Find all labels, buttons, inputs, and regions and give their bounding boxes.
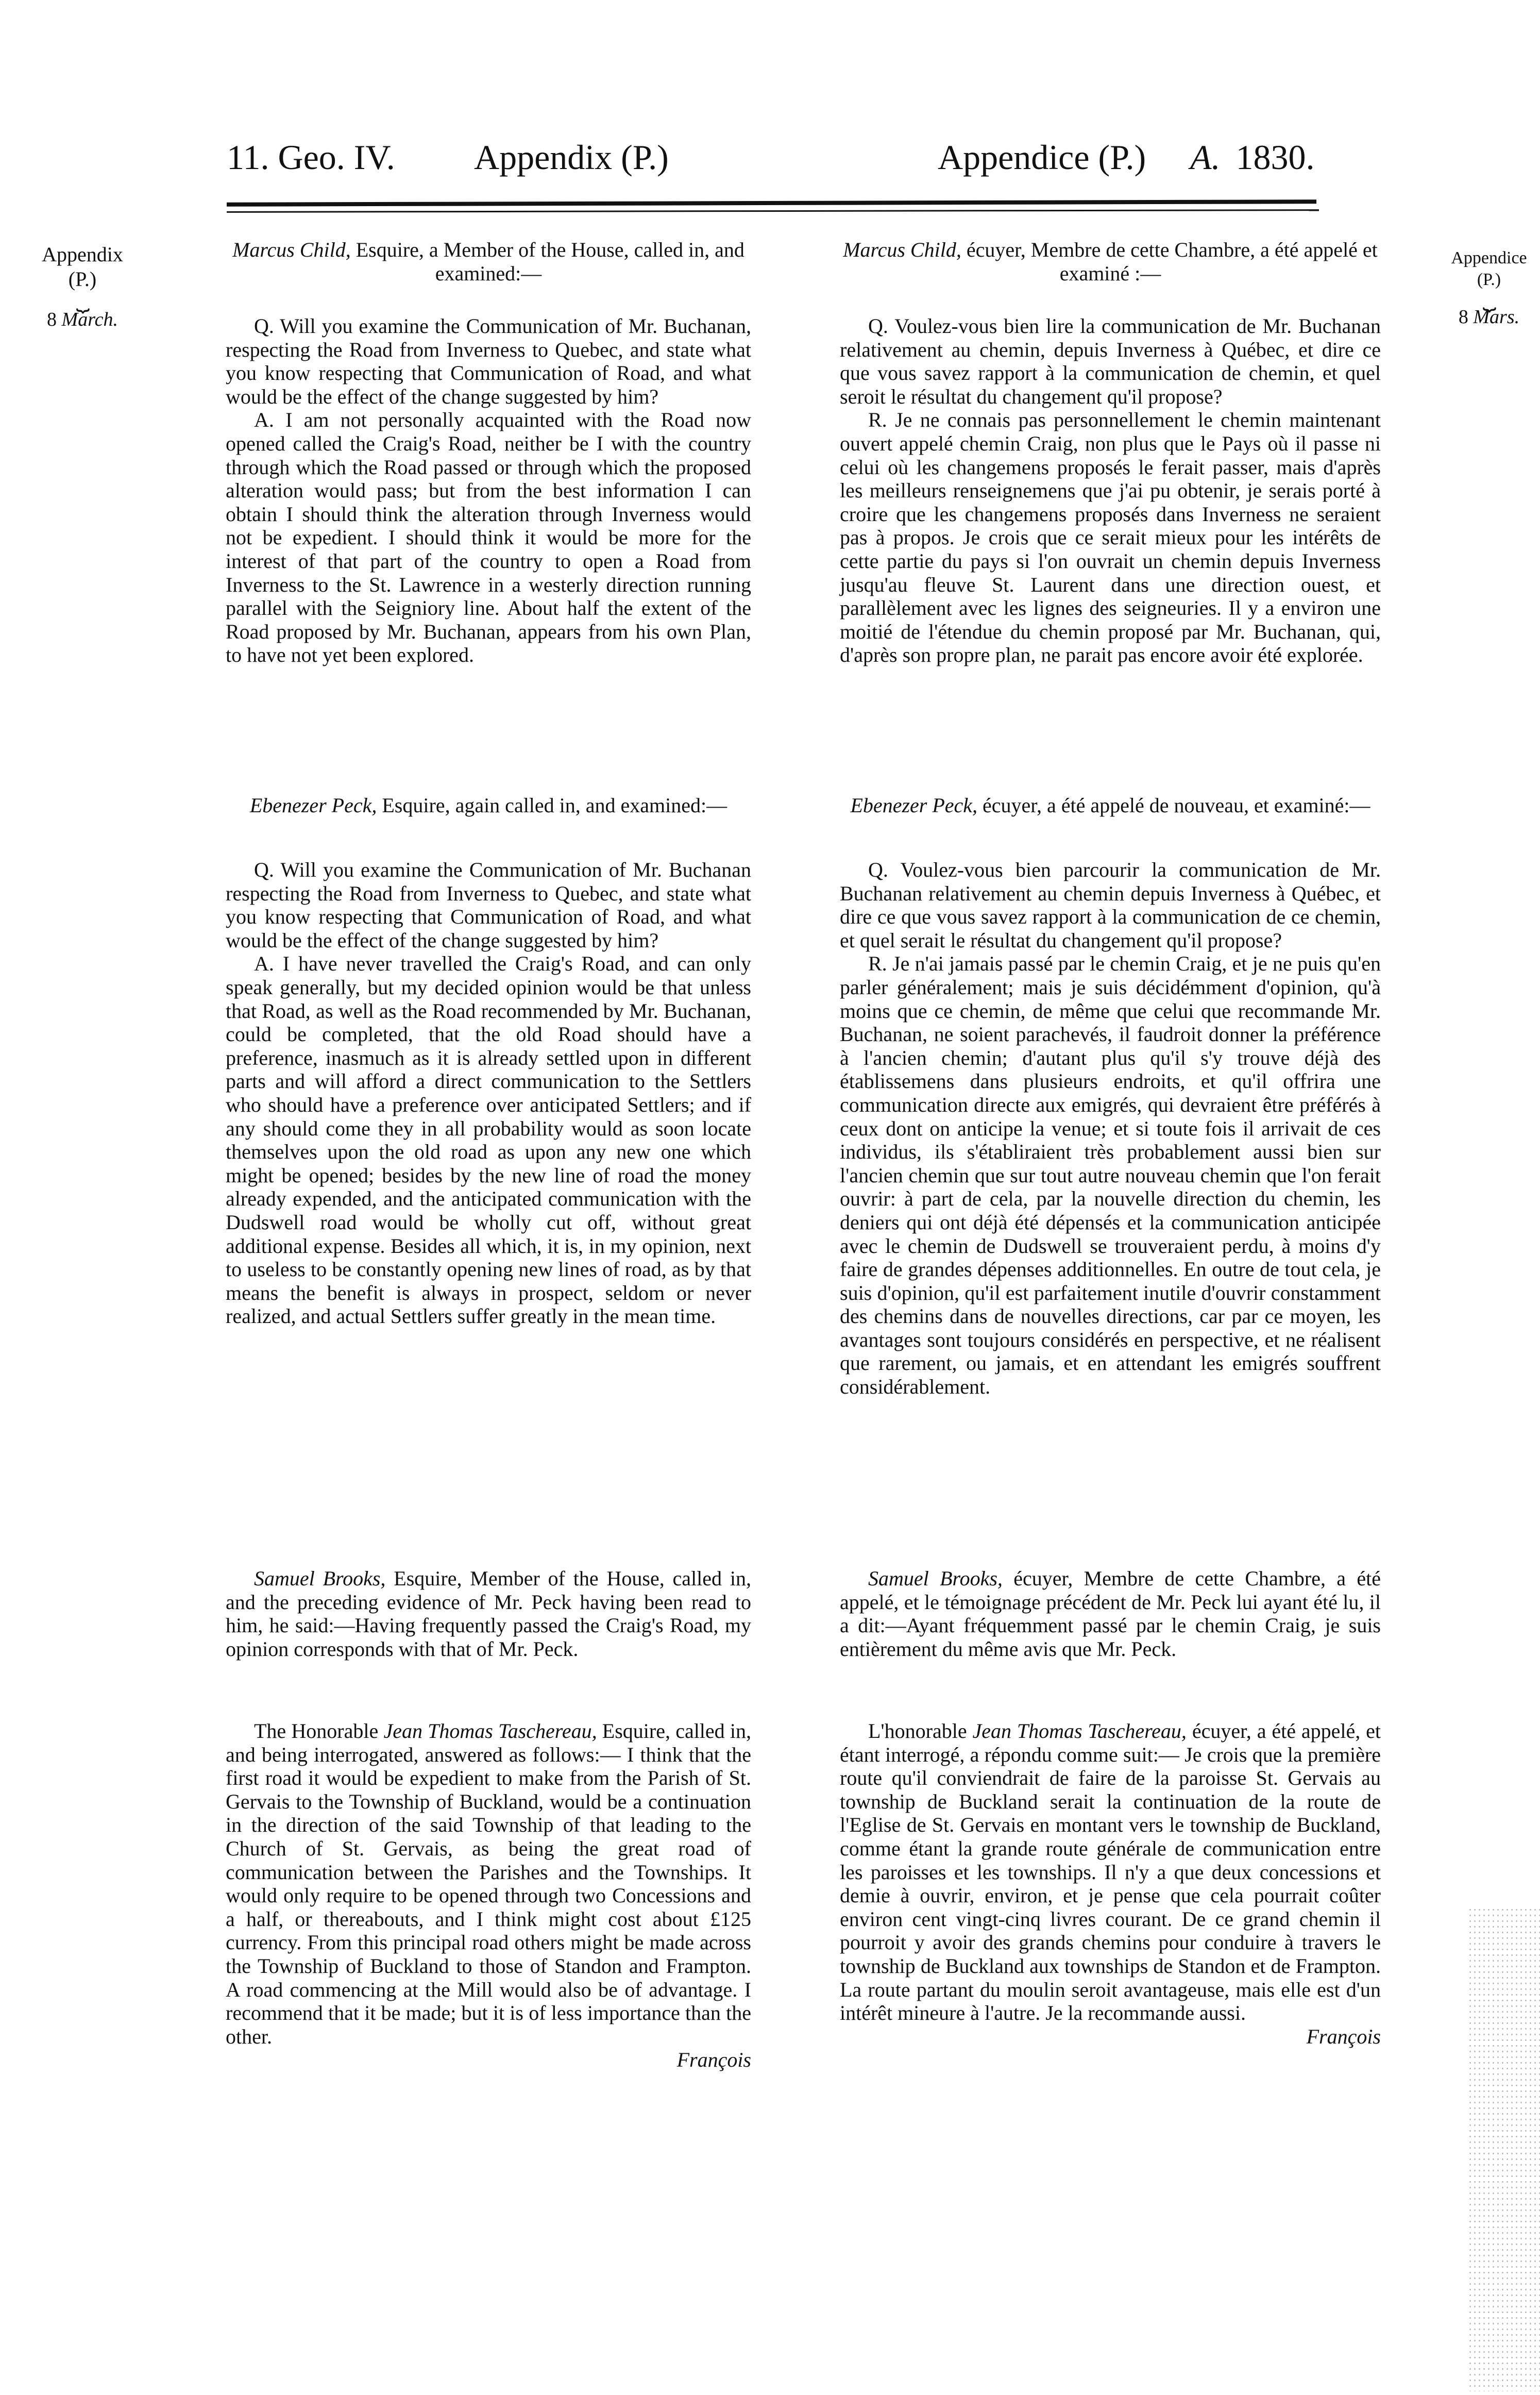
brooks-testimony-en: Samuel Brooks, Esquire, Member of the House, called in, and the preceding evidence of Mr. Peck having been read to him, he said:—Having frequently passed the Craig's Road, my opinion corresponds with that of Mr. Peck. xyxy=(226,1567,751,1661)
margin-note-left xyxy=(31,242,134,332)
margin-note-right xyxy=(1443,247,1535,328)
peck-intro-fr: Ebenezer Peck, écuyer, a été appelé de nouveau, et examiné:— xyxy=(850,794,1370,817)
witness-name: Jean Thomas Taschereau, xyxy=(972,1719,1187,1743)
peck-testimony-fr xyxy=(840,858,1381,1399)
catchword: François xyxy=(676,2048,751,2072)
margin-appendix-label: Appendice xyxy=(1451,248,1527,267)
answer: A. I have never travelled the Craig's Road, and can only speak generally, but my decided opinion would be that unless that Road, as well as the Road recommended by Mr. Buchanan, could be completed, that the old Road should have a preference, inasmuch as it is already settled upon in different parts and will afford a direct communication to the Settlers who should have a preference over anticipated Settlers; and if any should come they in all probability would as soon locate themselves upon the old road as upon any new one which might be opened; besides by the new line of road the money already expended, and the anticipated communication with the Dudswell road would be wholly cut off, without great additional expense. Besides all which, it is, in my opinion, next to useless to be constantly opening new lines of road, as by that means the benefit is always in prospect, seldom or never realized, and actual Settlers suffer greatly in the mean time. xyxy=(226,952,751,1328)
brace-icon: ⏟ xyxy=(1482,286,1496,311)
witness-name: Marcus Child, xyxy=(232,238,351,261)
margin-appendix-letter: (P.) xyxy=(68,267,97,291)
brace-icon: ⏟ xyxy=(76,287,89,312)
answer: R. Je ne connais pas personnellement le chemin maintenant ouvert appelé chemin Craig, non plus que le Pays où il passe ni celui où les changemens proposés le ferait passer, mais d'après les meilleurs renseignemens que j'ai pu obtenir, je serais porté à croire que les changemens proposés dans Inverness ne seraient pas à propos. Je crois que ce serait mieux pour les intérêts de cette partie du pays si l'on ouvrait un chemin depuis Inverness jusqu'au fleuve St. Laurent dans une direction ouest, et parallèlement avec les lignes des seigneuries. Il y a environ une moitié de l'étendue du chemin proposé par Mr. Buchanan, qui, d'après son propre plan, ne parait pas encore avoir été explorée. xyxy=(840,408,1381,667)
taschereau-testimony-fr: L'honorable Jean Thomas Taschereau, écuyer, a été appelé, et étant interrogé, a répondu comme suit:— Je crois que la première route qu'il conviendrait de faire de la paroisse St. Gervais au township de Buckland serait la continuation de la route de l'Eglise de St. Gervais en montant vers le township de Buckland, comme étant la grande route générale de communication entre les paroisses et les townships. Il n'y a que deux concessions et demie à ouvrir, environ, et je pense que cela pourrait coûter environ cent vingt-cinq livres courant. De ce grand chemin il pourroit y avoir des grands chemins pour conduire à travers le township de Buckland aux townships de Standon et de Frampton. La route partant du moulin seroit avantageuse, mais elle est d'un intérêt mineure à l'autre. Je la recommande aussi. François xyxy=(840,1719,1381,2048)
peck-testimony-en xyxy=(226,858,751,1328)
witness-name: Marcus Child, xyxy=(843,238,961,261)
brooks-testimony-fr: Samuel Brooks, écuyer, Membre de cette Chambre, a été appelé, et le témoignage précédent de Mr. Peck lui ayant été lu, il a dit:—Ayant fréquemment passé par le chemin Craig, je suis entièrement du même avis que Mr. Peck. xyxy=(840,1567,1381,1661)
witness-name: Ebenezer Peck, xyxy=(850,794,978,817)
question: Q. Voulez-vous bien lire la communication de Mr. Buchanan relativement au chemin, depuis Inverness à Québec, et dire ce que vous savez rapport à la communication de chemin, et quel seroit le résultat du changement qu'il propose? xyxy=(840,314,1381,408)
appendix-title-en: Appendix (P.) xyxy=(474,138,669,177)
year-label xyxy=(1190,131,1315,183)
appendix-title-fr: Appendice (P.) xyxy=(938,138,1146,177)
taschereau-testimony-en: The Honorable Jean Thomas Taschereau, Esquire, called in, and being interrogated, answered as follows:— I think that the first road it would be expedient to make from the Parish of St. Gervais to the Township of Buckland, would be a continuation in the direction of the said Township of that leading to the Church of St. Gervais, as being the great road of communication between the Parishes and the Townships. It would only require to be opened through two Concessions and a half, or thereabouts, and I think might cost about £125 currency. From this principal road others might be made across the Township of Buckland to those of Standon and Frampton. A road commencing at the Mill would also be of advantage. I recommend that it be made; but it is of less importance than the other. François xyxy=(226,1719,752,2072)
witness-name: Jean Thomas Taschereau, xyxy=(383,1719,597,1743)
year-value: 1830. xyxy=(1236,138,1315,177)
session-label: 11. Geo. IV. xyxy=(227,138,395,177)
child-testimony-en xyxy=(226,314,751,667)
witness-name: Ebenezer Peck, xyxy=(249,794,377,817)
header-rule-thick xyxy=(227,199,1316,207)
answer: A. I am not personally acquainted with the Road now opened called the Craig's Road, neither be I with the country through which the Road passed or through which the proposed alteration would pass; but from the best information I can obtain I should think the alteration through Inverness would not be expedient. I should think it would be more for the interest of that part of the country to open a Road from Inverness to the St. Lawrence in a westerly direction running parallel with the Seigniory line. About half the extent of the Road proposed by Mr. Buchanan, appears from his own Plan, to have not yet been explored. xyxy=(226,408,751,667)
question: Q. Will you examine the Communication of Mr. Buchanan respecting the Road from Inverness to Quebec, and state what you know respecting that Communication of Road, and what would be the effect of the change suggested by him? xyxy=(226,858,751,952)
margin-date: 8 Mars. xyxy=(1458,306,1520,328)
year-prefix: A. xyxy=(1190,138,1221,177)
witness-name: Samuel Brooks, xyxy=(254,1567,386,1590)
margin-appendix-label: Appendix xyxy=(42,243,123,266)
question: Q. Voulez-vous bien parcourir la communication de Mr. Buchanan relativement au chemin depuis Inverness à Québec, et dire ce que vous savez rapport à la communication de ce chemin, et quel serait le résultat du changement qu'il propose? xyxy=(840,858,1381,952)
scan-noise xyxy=(1468,1907,1540,2391)
margin-appendix-letter: (P.) xyxy=(1477,270,1501,289)
catchword: François xyxy=(1306,2024,1381,2048)
margin-date: 8 March. xyxy=(47,309,118,330)
peck-intro-en: Ebenezer Peck, Esquire, again called in, and examined:— xyxy=(249,794,727,817)
header-rule-thin xyxy=(227,209,1319,213)
question: Q. Will you examine the Communication of Mr. Buchanan, respecting the Road from Inverness to Quebec, and state what you know respecting that Communication of Road, and what would be the effect of the change suggested by him? xyxy=(226,314,751,408)
child-testimony-fr xyxy=(840,314,1381,667)
child-intro-fr: Marcus Child, écuyer, Membre de cette Chambre, a été appelé et examiné :— xyxy=(843,238,1378,285)
witness-name: Samuel Brooks, xyxy=(868,1567,1003,1590)
answer: R. Je n'ai jamais passé par le chemin Craig, et je ne puis qu'en parler généralement; mais je suis décidémment d'opinion, qu'à moins que ce chemin, de même que celui que recommande Mr. Buchanan, ne soient parachevés, il faudroit donner la préférence à l'ancien chemin; d'autant plus qu'il s'y trouve déjà des établissemens dans plusieurs endroits, et qu'il offrira une communication directe aux emigrés, qui devraient être préférés à ceux dont on anticipe la venue; et si toute fois il arrivait de ces individus, ils s'établiraient très probablement aussi bien sur l'ancien chemin que sur tout autre nouveau chemin que l'on ferait ouvrir: à part de cela, par la nouvelle direction du chemin, les deniers qui ont déjà été dépensés et la communication anticipée avec le chemin de Dudswell se trouveraient perdu, à moins d'y faire de grandes dépenses additionnelles. En outre de tout cela, je suis d'opinion, qu'il est parfaitement inutile d'ouvrir constamment des chemins dans de nouvelles directions, car par ce moyen, les avantages sont toujours considérés en perspective, et ne réalisent que rarement, ou jamais, et en attendant les emigrés souffrent considérablement. xyxy=(840,952,1381,1399)
child-intro-en: Marcus Child, Esquire, a Member of the House, called in, and examined:— xyxy=(232,238,744,285)
running-header xyxy=(227,131,1319,188)
